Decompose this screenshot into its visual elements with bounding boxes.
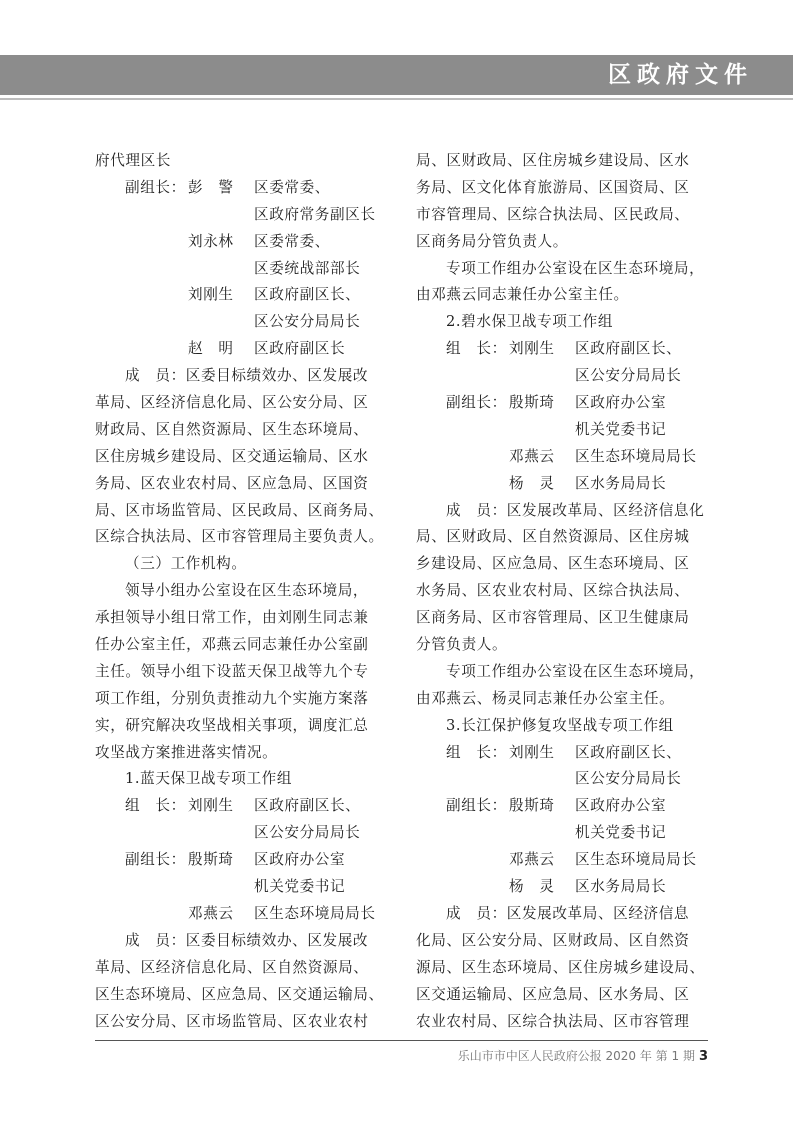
member-row xyxy=(416,847,734,874)
text-line: 区商务局分管负责人。 xyxy=(416,232,568,250)
text-line: 区生态环境局、区应急局、区交通运输局、 xyxy=(95,985,384,1003)
member-name: 彭 警 xyxy=(188,178,234,196)
text-line: 成 员：区发展改革局、区经济信息 xyxy=(446,904,690,922)
paragraph xyxy=(416,498,734,659)
member-role xyxy=(416,444,509,471)
member-row xyxy=(416,417,734,444)
member-role xyxy=(95,901,188,928)
member-row xyxy=(95,901,413,928)
member-position: 机关党委书记 xyxy=(254,878,346,896)
member-name: 邓燕云 xyxy=(509,447,555,465)
member-row xyxy=(95,847,413,874)
text-line: 革局、区经济信息化局、区自然资源局、 xyxy=(95,958,369,976)
member-row xyxy=(95,336,413,363)
section-title: 区政府文件 xyxy=(608,62,753,88)
right-column xyxy=(416,148,734,1035)
text-line: 实，研究解决攻坚战相关事项，调度汇总 xyxy=(95,716,369,734)
text-line: 财政局、区自然资源局、区生态环境局、 xyxy=(95,420,369,438)
member-position: 区政府副区长、 xyxy=(254,286,361,304)
member-row xyxy=(95,202,413,229)
left-column xyxy=(95,148,413,1035)
text-line: 局、区财政局、区自然资源局、区住房城 xyxy=(416,528,690,546)
member-list xyxy=(95,175,413,363)
member-row xyxy=(95,820,413,847)
text-line: 主任。领导小组下设蓝天保卫战等九个专 xyxy=(95,662,369,680)
text-line: 局、区财政局、区住房城乡建设局、区水 xyxy=(416,152,690,169)
member-position: 区水务局局长 xyxy=(575,878,667,896)
text-line: 区公安分局、区市场监管局、区农业农村 xyxy=(95,1012,369,1030)
member-row xyxy=(416,793,734,820)
text-line: 化局、区公安分局、区财政局、区自然资 xyxy=(416,931,690,949)
member-role: 副组长： xyxy=(446,797,507,815)
text-line: 任办公室主任，邓燕云同志兼任办公室副 xyxy=(95,636,369,654)
member-row xyxy=(416,874,734,901)
text-line: 局、区市场监管局、区民政局、区商务局、 xyxy=(95,501,384,519)
member-role xyxy=(416,874,509,901)
member-position: 区委常委、 xyxy=(254,232,330,250)
text-line: 由邓燕云同志兼任办公室主任。 xyxy=(416,286,629,304)
member-position: 区政府副区长、 xyxy=(575,743,682,761)
member-row xyxy=(416,740,734,767)
member-role xyxy=(95,336,188,363)
member-position: 区公安分局局长 xyxy=(254,313,361,331)
paragraph xyxy=(95,928,413,1036)
text-line: 区交通运输局、区应急局、区水务局、区 xyxy=(416,985,690,1003)
text-line: 务局、区农业农村局、区应急局、区国资 xyxy=(95,474,369,492)
member-name: 殷斯琦 xyxy=(188,851,234,869)
member-position: 机关党委书记 xyxy=(575,824,667,842)
member-row xyxy=(95,175,413,202)
subheading: 3.长江保护修复攻坚战专项工作组 xyxy=(446,716,674,734)
member-row xyxy=(95,874,413,901)
member-role xyxy=(95,229,188,256)
member-name: 刘永林 xyxy=(188,232,234,250)
member-role: 副组长： xyxy=(446,394,507,412)
member-row xyxy=(416,390,734,417)
member-role: 副组长： xyxy=(125,178,186,196)
text-line: 项工作组，分别负责推动九个实施方案落 xyxy=(95,689,369,707)
text-line: 市容管理局、区综合执法局、区民政局、 xyxy=(416,205,690,223)
text-line: 务局、区文化体育旅游局、区国资局、区 xyxy=(416,178,690,196)
member-role: 组 长： xyxy=(446,340,507,358)
member-name: 殷斯琦 xyxy=(509,394,555,412)
text-line: 乡建设局、区应急局、区生态环境局、区 xyxy=(416,555,690,573)
member-position: 区公安分局局长 xyxy=(254,824,361,842)
text-line: 源局、区生态环境局、区住房城乡建设局、 xyxy=(416,958,705,976)
member-name: 殷斯琦 xyxy=(509,797,555,815)
member-position: 区政府常务副区长 xyxy=(254,205,376,223)
text-line: 攻坚战方案推进落实情况。 xyxy=(95,743,278,761)
member-row xyxy=(416,766,734,793)
member-position: 区公安分局局长 xyxy=(575,770,682,788)
member-role xyxy=(416,471,509,498)
member-row xyxy=(416,444,734,471)
text-line: 府代理区长 xyxy=(95,152,171,169)
paragraph xyxy=(416,659,734,713)
text-line: 区商务局、区市容管理局、区卫生健康局 xyxy=(416,609,690,627)
member-row xyxy=(416,820,734,847)
member-position: 区生态环境局局长 xyxy=(575,447,697,465)
member-name: 刘刚生 xyxy=(188,797,234,815)
member-position: 区政府办公室 xyxy=(575,394,667,412)
subheading: 2.碧水保卫战专项工作组 xyxy=(446,313,614,331)
header-rule xyxy=(0,98,793,100)
publication-name: 乐山市市中区人民政府公报 2020 年 第 1 期 xyxy=(457,1049,695,1063)
member-role xyxy=(95,282,188,309)
text-line: 承担领导小组日常工作，由刘刚生同志兼 xyxy=(95,609,369,627)
member-role: 组 长： xyxy=(446,743,507,761)
member-name: 刘刚生 xyxy=(188,286,234,304)
member-position: 区委统战部部长 xyxy=(254,259,361,277)
member-row xyxy=(416,336,734,363)
paragraph xyxy=(95,578,413,766)
member-position: 区政府办公室 xyxy=(575,797,667,815)
text-line: 成 员：区发展改革局、区经济信息化 xyxy=(446,501,705,519)
text-line: 专项工作组办公室设在区生态环境局， xyxy=(446,259,705,277)
text-line: 成 员：区委目标绩效办、区发展改 xyxy=(125,367,369,385)
member-name: 赵 明 xyxy=(188,340,234,358)
paragraph xyxy=(416,148,734,256)
text-line: 领导小组办公室设在区生态环境局， xyxy=(125,582,369,600)
text-line: 专项工作组办公室设在区生态环境局， xyxy=(446,662,705,680)
paragraph xyxy=(416,901,734,1035)
member-list xyxy=(416,336,734,497)
text-line: 由邓燕云、杨灵同志兼任办公室主任。 xyxy=(416,689,675,707)
text-line: 农业农村局、区综合执法局、区市容管理 xyxy=(416,1012,690,1030)
page-number: 3 xyxy=(698,1049,708,1064)
member-position: 区政府副区长、 xyxy=(575,340,682,358)
text-line: 成 员：区委目标绩效办、区发展改 xyxy=(125,931,369,949)
member-name: 杨 灵 xyxy=(509,474,555,492)
footer-rule xyxy=(95,1040,708,1041)
member-role: 副组长： xyxy=(125,851,186,869)
member-row xyxy=(95,309,413,336)
paragraph xyxy=(416,256,734,310)
member-position: 区政府副区长、 xyxy=(254,797,361,815)
member-row xyxy=(95,793,413,820)
subheading: 1.蓝天保卫战专项工作组 xyxy=(125,770,293,788)
text-line: 区综合执法局、区市容管理局主要负责人。 xyxy=(95,528,384,546)
text-line: 革局、区经济信息化局、区公安分局、区 xyxy=(95,394,369,412)
text-line: 区住房城乡建设局、区交通运输局、区水 xyxy=(95,447,369,465)
member-list xyxy=(95,793,413,927)
member-row xyxy=(95,282,413,309)
text-line: 水务局、区农业农村局、区综合执法局、 xyxy=(416,582,690,600)
member-role xyxy=(416,847,509,874)
member-position: 区政府副区长 xyxy=(254,340,346,358)
member-row xyxy=(95,256,413,283)
footer xyxy=(458,1047,708,1064)
member-row xyxy=(416,363,734,390)
member-position: 机关党委书记 xyxy=(575,420,667,438)
subheading: （三）工作机构。 xyxy=(125,555,247,573)
member-role: 组 长： xyxy=(125,797,186,815)
member-row xyxy=(95,229,413,256)
member-row xyxy=(416,471,734,498)
text-line: 分管负责人。 xyxy=(416,636,508,654)
member-name: 邓燕云 xyxy=(188,904,234,922)
member-list xyxy=(416,740,734,901)
paragraph xyxy=(95,363,413,551)
member-name: 杨 灵 xyxy=(509,878,555,896)
member-name: 刘刚生 xyxy=(509,743,555,761)
member-position: 区公安分局局长 xyxy=(575,367,682,385)
member-position: 区委常委、 xyxy=(254,178,330,196)
member-position: 区生态环境局局长 xyxy=(254,904,376,922)
member-name: 刘刚生 xyxy=(509,340,555,358)
member-position: 区政府办公室 xyxy=(254,851,346,869)
member-position: 区生态环境局局长 xyxy=(575,851,697,869)
member-position: 区水务局局长 xyxy=(575,474,667,492)
member-name: 邓燕云 xyxy=(509,851,555,869)
